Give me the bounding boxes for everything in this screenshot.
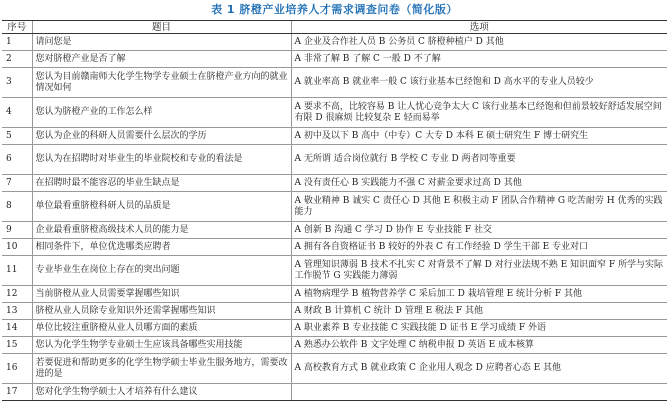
survey-table	[2, 20, 667, 401]
row-options: A 没有责任心 B 实践能力不强 C 对薪金要求过高 D 其他	[291, 175, 667, 192]
row-options: A 就业率高 B 就业率一般 C 该行业基本已经饱和 D 高水平的专业人员较少	[291, 68, 667, 98]
row-options: A 敬业精神 B 诚实 C 责任心 D 其他 E 积极主动 F 团队合作精神 G 吃苦耐劳 H 优秀的实践能力	[291, 192, 667, 222]
table-row	[2, 320, 667, 337]
row-question: 专业毕业生在岗位上存在的突出问题	[32, 256, 291, 286]
row-question: 单位比较注重脐橙从业人员哪方面的素质	[32, 320, 291, 337]
header-question: 题目	[32, 21, 291, 34]
header-no: 序号	[2, 21, 32, 34]
row-question: 您对化学生物学硕士人才培养有什么建议	[32, 384, 291, 401]
row-number: 9	[2, 222, 32, 239]
table-row	[2, 286, 667, 303]
row-number: 14	[2, 320, 32, 337]
row-question: 您认为企业的科研人员需要什么层次的学历	[32, 128, 291, 145]
row-options: A 无所谓 适合岗位就行 B 学校 C 专业 D 两者同等重要	[291, 145, 667, 175]
row-question: 相同条件下，单位优选哪类应聘者	[32, 239, 291, 256]
table-row	[2, 51, 667, 68]
table-row	[2, 384, 667, 401]
table-row	[2, 98, 667, 128]
table-body	[2, 34, 667, 401]
row-question: 若要促进和帮助更多的化学生物学硕士毕业生服务地方，需要改进的是	[32, 354, 291, 384]
row-options: A 财政 B 计算机 C 统计 D 管理 E 税法 F 其他	[291, 303, 667, 320]
row-number: 5	[2, 128, 32, 145]
row-number: 6	[2, 145, 32, 175]
row-number: 1	[2, 34, 32, 51]
row-question: 您认为目前赣南师大化学生物学专业硕士在脐橙产业方向的就业情况如何	[32, 68, 291, 98]
row-question: 单位最看重脐橙科研人员的品质是	[32, 192, 291, 222]
row-question: 企业最看重脐橙高级技术人员的能力是	[32, 222, 291, 239]
row-number: 11	[2, 256, 32, 286]
row-options: A 职业素养 B 专业技能 C 实践技能 D 证书 E 学习成绩 F 外语	[291, 320, 667, 337]
row-question: 您对脐橙产业是否了解	[32, 51, 291, 68]
row-question: 当前脐橙从业人员需要掌握哪些知识	[32, 286, 291, 303]
row-options: A 植物病理学 B 植物营养学 C 采后加工 D 栽培管理 E 统计分析 F 其他	[291, 286, 667, 303]
row-options: A 创新 B 沟通 C 学习 D 协作 E 专业技能 F 社交	[291, 222, 667, 239]
table-header-row	[2, 21, 667, 34]
row-number: 3	[2, 68, 32, 98]
row-options: A 要求不高，比较容易 B 让人忧心竞争太大 C 该行业基本已经饱和但前景较好舒适发展空间有限 D 很麻烦 比较复杂 E 轻而易举	[291, 98, 667, 128]
row-options: A 非常了解 B 了解 C 一般 D 不了解	[291, 51, 667, 68]
row-options: A 高校教育方式 B 就业政策 C 企业用人观念 D 应聘者心态 E 其他	[291, 354, 667, 384]
row-question: 您认为在招聘时对毕业生的毕业院校和专业的看法是	[32, 145, 291, 175]
table-row	[2, 34, 667, 51]
row-question: 您认为脐橙产业的工作怎么样	[32, 98, 291, 128]
row-number: 7	[2, 175, 32, 192]
table-row	[2, 192, 667, 222]
row-number: 10	[2, 239, 32, 256]
table-row	[2, 68, 667, 98]
row-number: 12	[2, 286, 32, 303]
table-row	[2, 354, 667, 384]
row-number: 8	[2, 192, 32, 222]
row-number: 4	[2, 98, 32, 128]
row-number: 15	[2, 337, 32, 354]
row-question: 脐橙从业人员除专业知识外还需掌握哪些知识	[32, 303, 291, 320]
row-number: 16	[2, 354, 32, 384]
table-caption: 表 1 脐橙产业培养人才需求调查问卷（简化版）	[211, 3, 458, 16]
row-options: A 管理知识薄弱 B 技术不扎实 C 对背景不了解 D 对行业法规不熟 E 知识面窄 F 所学与实际工作脱节 G 实践能力薄弱	[291, 256, 667, 286]
table-row	[2, 303, 667, 320]
row-options: A 企业及合作社人员 B 公务员 C 脐橙种植户 D 其他	[291, 34, 667, 51]
row-options: A 拥有各自资格证书 B 较好的外表 C 有工作经验 D 学生干部 E 专业对口	[291, 239, 667, 256]
row-number: 13	[2, 303, 32, 320]
row-number: 17	[2, 384, 32, 401]
table-row	[2, 256, 667, 286]
header-options: 选项	[291, 21, 667, 34]
row-number: 2	[2, 51, 32, 68]
row-options	[291, 384, 667, 401]
table-row	[2, 128, 667, 145]
table-row	[2, 222, 667, 239]
table-row	[2, 239, 667, 256]
row-options: A 熟悉办公软件 B 文字处理 C 纳税申报 D 英语 E 成本核算	[291, 337, 667, 354]
row-question: 您认为化学生物学专业硕士生应该具备哪些实用技能	[32, 337, 291, 354]
table-row	[2, 337, 667, 354]
row-options: A 初中及以下 B 高中（中专）C 大专 D 本科 E 硕士研究生 F 博士研究生	[291, 128, 667, 145]
table-row	[2, 145, 667, 175]
row-question: 在招聘时最不能容忍的毕业生缺点是	[32, 175, 291, 192]
row-question: 请问您是	[32, 34, 291, 51]
table-row	[2, 175, 667, 192]
